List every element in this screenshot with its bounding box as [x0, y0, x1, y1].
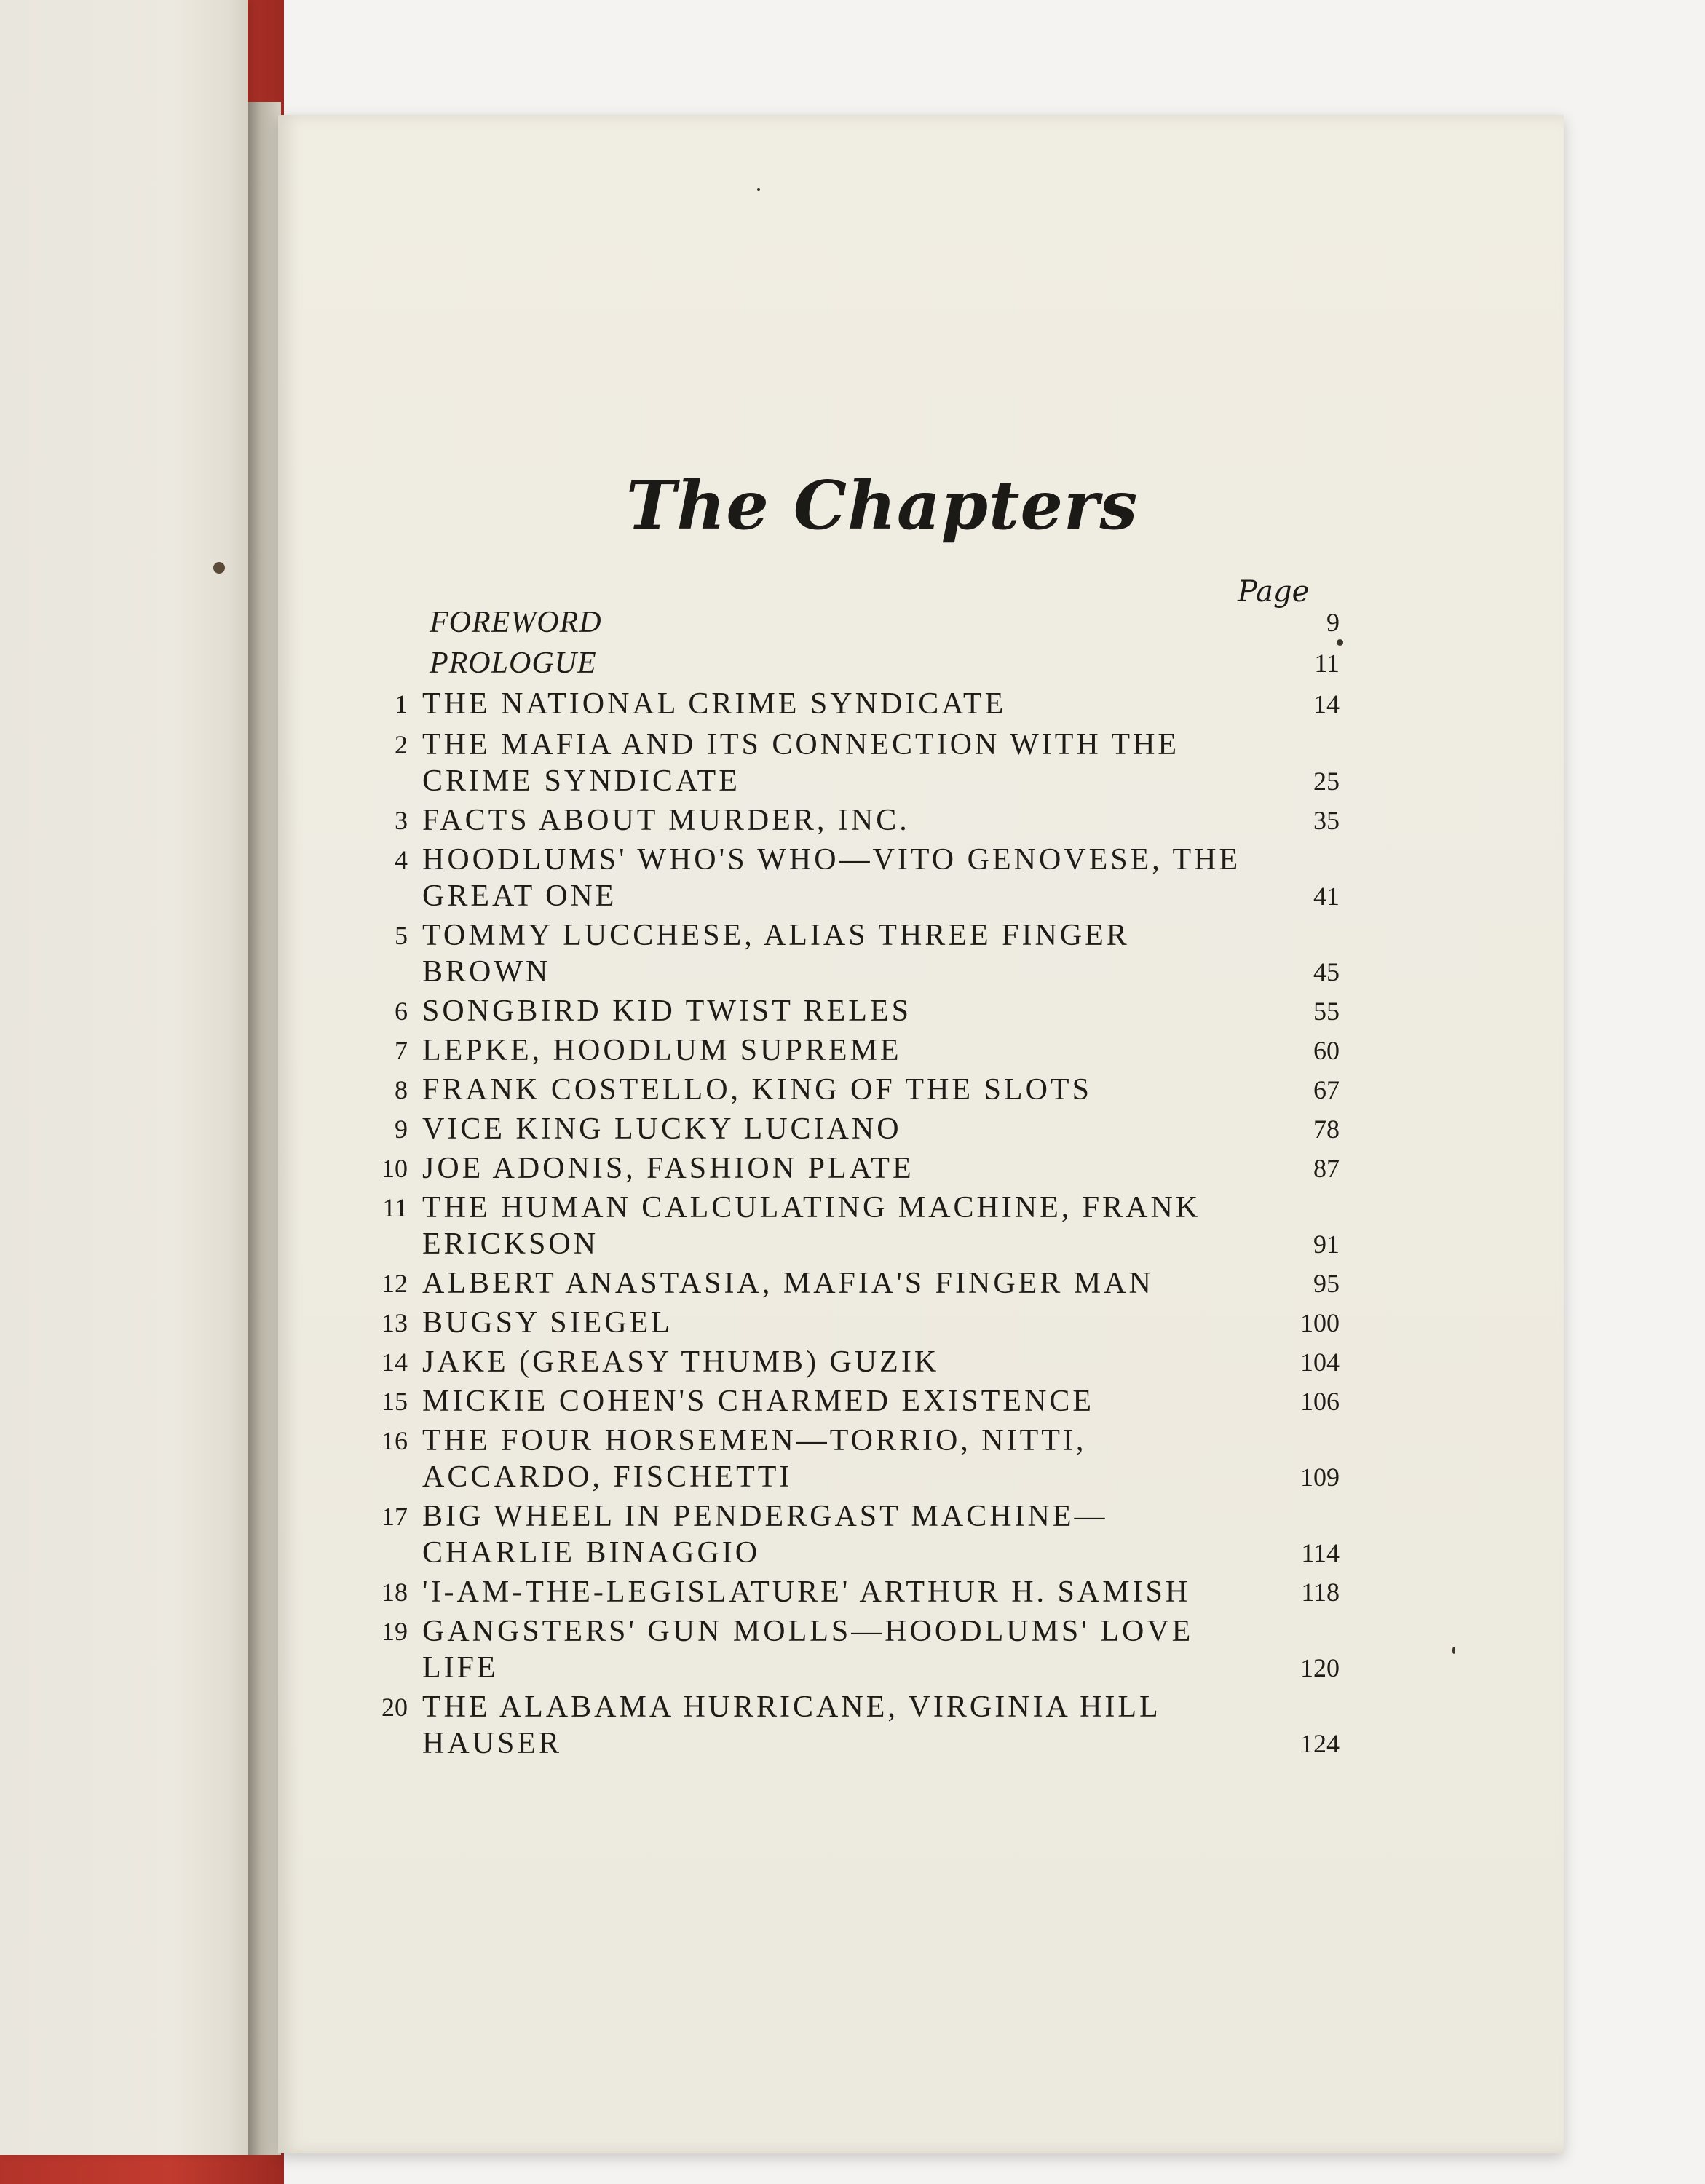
- toc-entry: [335, 1265, 1354, 1302]
- page-column-header: Page: [1238, 575, 1310, 609]
- chapter-title: GANGSTERS' GUN MOLLS—HOODLUMS' LOVE LIFE: [422, 1615, 1194, 1685]
- chapter-number: 4: [395, 845, 408, 874]
- chapter-title: BIG WHEEL IN PENDERGAST MACHINE— CHARLIE BINAGGIO: [422, 1500, 1108, 1570]
- table-of-contents: [335, 604, 1354, 1762]
- chapter-title: LEPKE, HOODLUM SUPREME: [422, 1034, 902, 1067]
- chapter-page-number: 25: [1313, 767, 1340, 796]
- chapter-title: ALBERT ANASTASIA, MAFIA'S FINGER MAN: [422, 1267, 1154, 1300]
- page-title: The Chapters: [626, 466, 1139, 545]
- toc-entry: [335, 686, 1354, 722]
- chapter-title: BUGSY SIEGEL: [422, 1306, 673, 1340]
- chapter-page-number: 11: [1314, 649, 1340, 678]
- page-speck: [757, 188, 760, 191]
- toc-entry: [335, 1190, 1354, 1262]
- chapter-page-number: 124: [1300, 1729, 1340, 1758]
- chapter-number: 12: [381, 1269, 408, 1298]
- chapter-title: THE FOUR HORSEMEN—TORRIO, NITTI, ACCARDO, FISCHETTI: [422, 1424, 1087, 1494]
- chapter-number: 9: [395, 1115, 408, 1144]
- left-page: [0, 0, 248, 2155]
- chapter-title: JAKE (GREASY THUMB) GUZIK: [422, 1345, 940, 1379]
- chapter-title: THE HUMAN CALCULATING MACHINE, FRANK ERICKSON: [422, 1191, 1201, 1261]
- chapter-title: 'I-AM-THE-LEGISLATURE' ARTHUR H. SAMISH: [422, 1575, 1191, 1609]
- chapter-page-number: 106: [1300, 1387, 1340, 1416]
- chapter-title: HOODLUMS' WHO'S WHO—VITO GENOVESE, THE GREAT ONE: [422, 843, 1241, 913]
- chapter-page-number: 95: [1313, 1269, 1340, 1298]
- chapter-page-number: 60: [1313, 1036, 1340, 1065]
- chapter-page-number: 100: [1300, 1308, 1340, 1337]
- chapter-page-number: 78: [1313, 1115, 1340, 1144]
- toc-entry: [335, 604, 1354, 641]
- chapter-page-number: 91: [1313, 1230, 1340, 1259]
- chapter-number: 1: [395, 689, 408, 719]
- chapter-number: 7: [395, 1036, 408, 1065]
- toc-entry: [335, 727, 1354, 799]
- chapter-page-number: 67: [1313, 1075, 1340, 1104]
- chapter-page-number: 114: [1301, 1538, 1340, 1567]
- chapter-number: 2: [395, 730, 408, 759]
- toc-entry: [335, 645, 1354, 681]
- chapter-title: SONGBIRD KID TWIST RELES: [422, 994, 911, 1028]
- toc-entry: [335, 1574, 1354, 1610]
- book-gutter: [248, 102, 281, 2155]
- chapter-title: FACTS ABOUT MURDER, INC.: [422, 804, 910, 837]
- toc-entry: [335, 1305, 1354, 1341]
- chapter-number: 15: [381, 1387, 408, 1416]
- page-speck: [1337, 639, 1343, 646]
- chapter-number: 13: [381, 1308, 408, 1337]
- toc-entry: [335, 1072, 1354, 1108]
- page-speck: [1452, 1647, 1455, 1654]
- toc-entry: [335, 1383, 1354, 1420]
- chapter-page-number: 45: [1313, 957, 1340, 986]
- chapter-number: 17: [381, 1502, 408, 1531]
- chapter-page-number: 120: [1300, 1653, 1340, 1682]
- chapter-number: 8: [395, 1075, 408, 1104]
- toc-entry: [335, 1613, 1354, 1686]
- chapter-page-number: 55: [1313, 997, 1340, 1026]
- toc-entry: [335, 802, 1354, 839]
- toc-entry: [335, 1032, 1354, 1069]
- toc-entry: [335, 917, 1354, 990]
- chapter-page-number: 14: [1313, 689, 1340, 719]
- chapter-title: PROLOGUE: [430, 646, 597, 680]
- chapter-number: 10: [381, 1154, 408, 1183]
- chapter-page-number: 35: [1313, 806, 1340, 835]
- chapter-page-number: 118: [1301, 1578, 1340, 1607]
- chapter-title: THE MAFIA AND ITS CONNECTION WITH THE CRIME SYNDICATE: [422, 728, 1180, 798]
- chapter-number: 20: [381, 1693, 408, 1722]
- toc-entry: [335, 1111, 1354, 1147]
- chapter-page-number: 87: [1313, 1154, 1340, 1183]
- chapter-number: 3: [395, 806, 408, 835]
- chapter-title: FRANK COSTELLO, KING OF THE SLOTS: [422, 1073, 1092, 1107]
- toc-entry: [335, 1423, 1354, 1495]
- chapter-title: TOMMY LUCCHESE, ALIAS THREE FINGER BROWN: [422, 919, 1130, 989]
- chapter-number: 5: [395, 921, 408, 950]
- toc-entry: [335, 1498, 1354, 1571]
- chapter-page-number: 109: [1300, 1463, 1340, 1492]
- toc-entry: [335, 842, 1354, 914]
- toc-entry: [335, 1344, 1354, 1380]
- chapter-number: 11: [382, 1193, 408, 1222]
- toc-entry: [335, 993, 1354, 1029]
- chapter-title: FOREWORD: [430, 606, 602, 639]
- chapter-title: THE ALABAMA HURRICANE, VIRGINIA HILL HAUSER: [422, 1690, 1160, 1760]
- toc-entry: [335, 1150, 1354, 1187]
- chapter-title: THE NATIONAL CRIME SYNDICATE: [422, 687, 1007, 721]
- chapter-page-number: 41: [1313, 882, 1340, 911]
- chapter-number: 6: [395, 997, 408, 1026]
- chapter-title: VICE KING LUCKY LUCIANO: [422, 1112, 902, 1146]
- chapter-page-number: 104: [1300, 1348, 1340, 1377]
- chapter-title: MICKIE COHEN'S CHARMED EXISTENCE: [422, 1385, 1095, 1418]
- chapter-number: 16: [381, 1426, 408, 1455]
- chapter-number: 18: [381, 1578, 408, 1607]
- chapter-page-number: 9: [1326, 608, 1340, 637]
- chapter-number: 14: [381, 1348, 408, 1377]
- page-speck: [213, 562, 225, 574]
- chapter-number: 19: [381, 1617, 408, 1646]
- toc-entry: [335, 1689, 1354, 1762]
- chapter-title: JOE ADONIS, FASHION PLATE: [422, 1152, 914, 1185]
